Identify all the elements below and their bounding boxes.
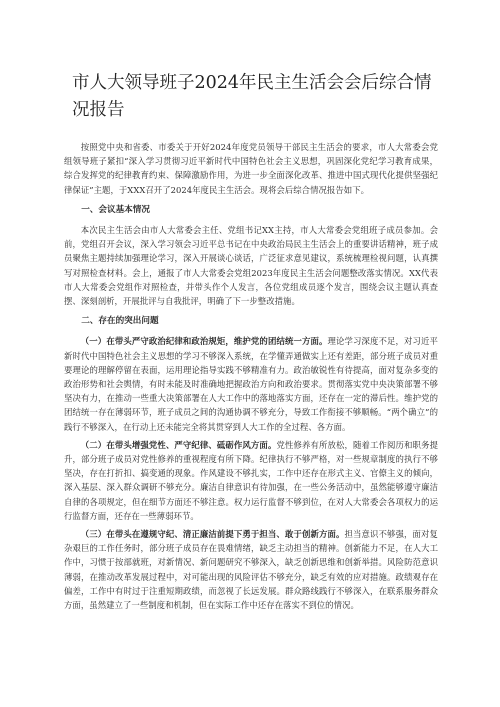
section-body-meeting: 本次民主生活会由市人大常委会主任、党组书记XX主持，市人大常委会党组班子成员参加。会前，党组召开会议，深入学习领会习近平总书记在中央政治局民主生活会上的重要讲话精神，班子成员聚焦主题持续加强理论学习，深入开展谈心谈话，广泛征求意见建议，系统梳理检视问题，认真撰写对照检查材料。会上，通报了市人大常委会党组2023年度民主生活会问题整改落实情况。XX代表市人大常委会党组作对照检查，并带头作个人发言，各位党组成员逐个发言，围绕会议主题认真查摆、深刻剖析，开展批评与自我批评，明确了下一步整改措施。 (64, 225, 438, 307)
problem-item-3-lead: （三）在带头在遵规守纪、清正廉洁前提下勇于担当、敢于创新方面。 (80, 529, 345, 540)
problem-item-2 (64, 438, 438, 523)
problem-item-1-lead: （一）在带头严守政治纪律和政治规矩，维护党的团结统一方面。 (80, 336, 328, 347)
problem-item-1 (64, 334, 438, 433)
section-heading-meeting: 一、会议基本情况 (81, 204, 150, 215)
problem-item-1-body: 理论学习深度不足，对习近平新时代中国特色社会主义思想的学习不够深入系统，在学懂弄通做实上还有差距，部分班子成员对重要理论的理解停留在表面，运用理论指导实践不够精准有力。政治敏锐性有待提高，面对复杂多变的政治形势和社会舆情，有时未能及时准确地把握政治方向和政治要求。贯彻落实党中央决策部署不够坚决有力，在推动一些重大决策部署在人大工作中的落地落实方面，还存在一定的滞后性。维护党的团结统一存在薄弱环节，班子成员之间的沟通协调不够充分，导致工作衔接不够顺畅。“两个确立”的践行不够深入，在行动上还未能完全将其贯穿到人大工作的全过程、各方面。 (64, 336, 438, 432)
problem-item-2-body: 党性修养有所放松，随着工作阅历和职务提升，部分班子成员对党性修养的重视程度有所下降。纪律执行不够严格，对一些规章制度的执行不够坚决，存在打折扣、搞变通的现象。作风建设不够扎实，工作中还存在形式主义、官僚主义的倾向，深入基层、深入群众调研不够充分。廉洁自律意识有待加强，在一些公务活动中，虽然能够遵守廉洁自律的各项规定，但在细节方面还不够注意。权力运行监督不够到位，在对人大常委会各项权力的运行监督方面，还存在一些薄弱环节。 (64, 439, 438, 521)
problem-item-3 (64, 527, 438, 612)
problem-item-3-body: 担当意识不够强，面对复杂艰巨的工作任务时，部分班子成员存在畏难情绪，缺乏主动担当的精神。创新能力不足，在人大工作中，习惯于按部就班，对新情况、新问题研究不够深入，缺乏创新思维和创新举措。风险防范意识薄弱，在推动改革发展过程中，对可能出现的风险评估不够充分，缺乏有效的应对措施。政绩观存在偏差，工作中有时过于注重短期政绩，而忽视了长远发展。群众路线践行不够深入，在联系服务群众方面，虽然建立了一些制度和机制，但在实际工作中还存在落实不到位的情况。 (64, 529, 438, 611)
section-heading-problems: 二、存在的突出问题 (81, 316, 159, 327)
problem-item-2-lead: （二）在带头增强党性、严守纪律、砥砺作风方面。 (80, 439, 277, 450)
intro-paragraph: 按照党中央和省委、市委关于开好2024年度党员领导干部民主生活会的要求，市人大常委会党组领导班子紧扣“深入学习贯彻习近平新时代中国特色社会主义思想，巩固深化党纪学习教育成果，综合发挥党的纪律教育约束、保障激励作用，为进一步全面深化改革、推进中国式现代化提供坚强纪律保证”主题，于XXX召开了2024年度民主生活会。现将会后综合情况报告如下。 (64, 142, 438, 195)
document-title: 市人大领导班子2024年民主生活会会后综合情况报告 (72, 73, 432, 120)
